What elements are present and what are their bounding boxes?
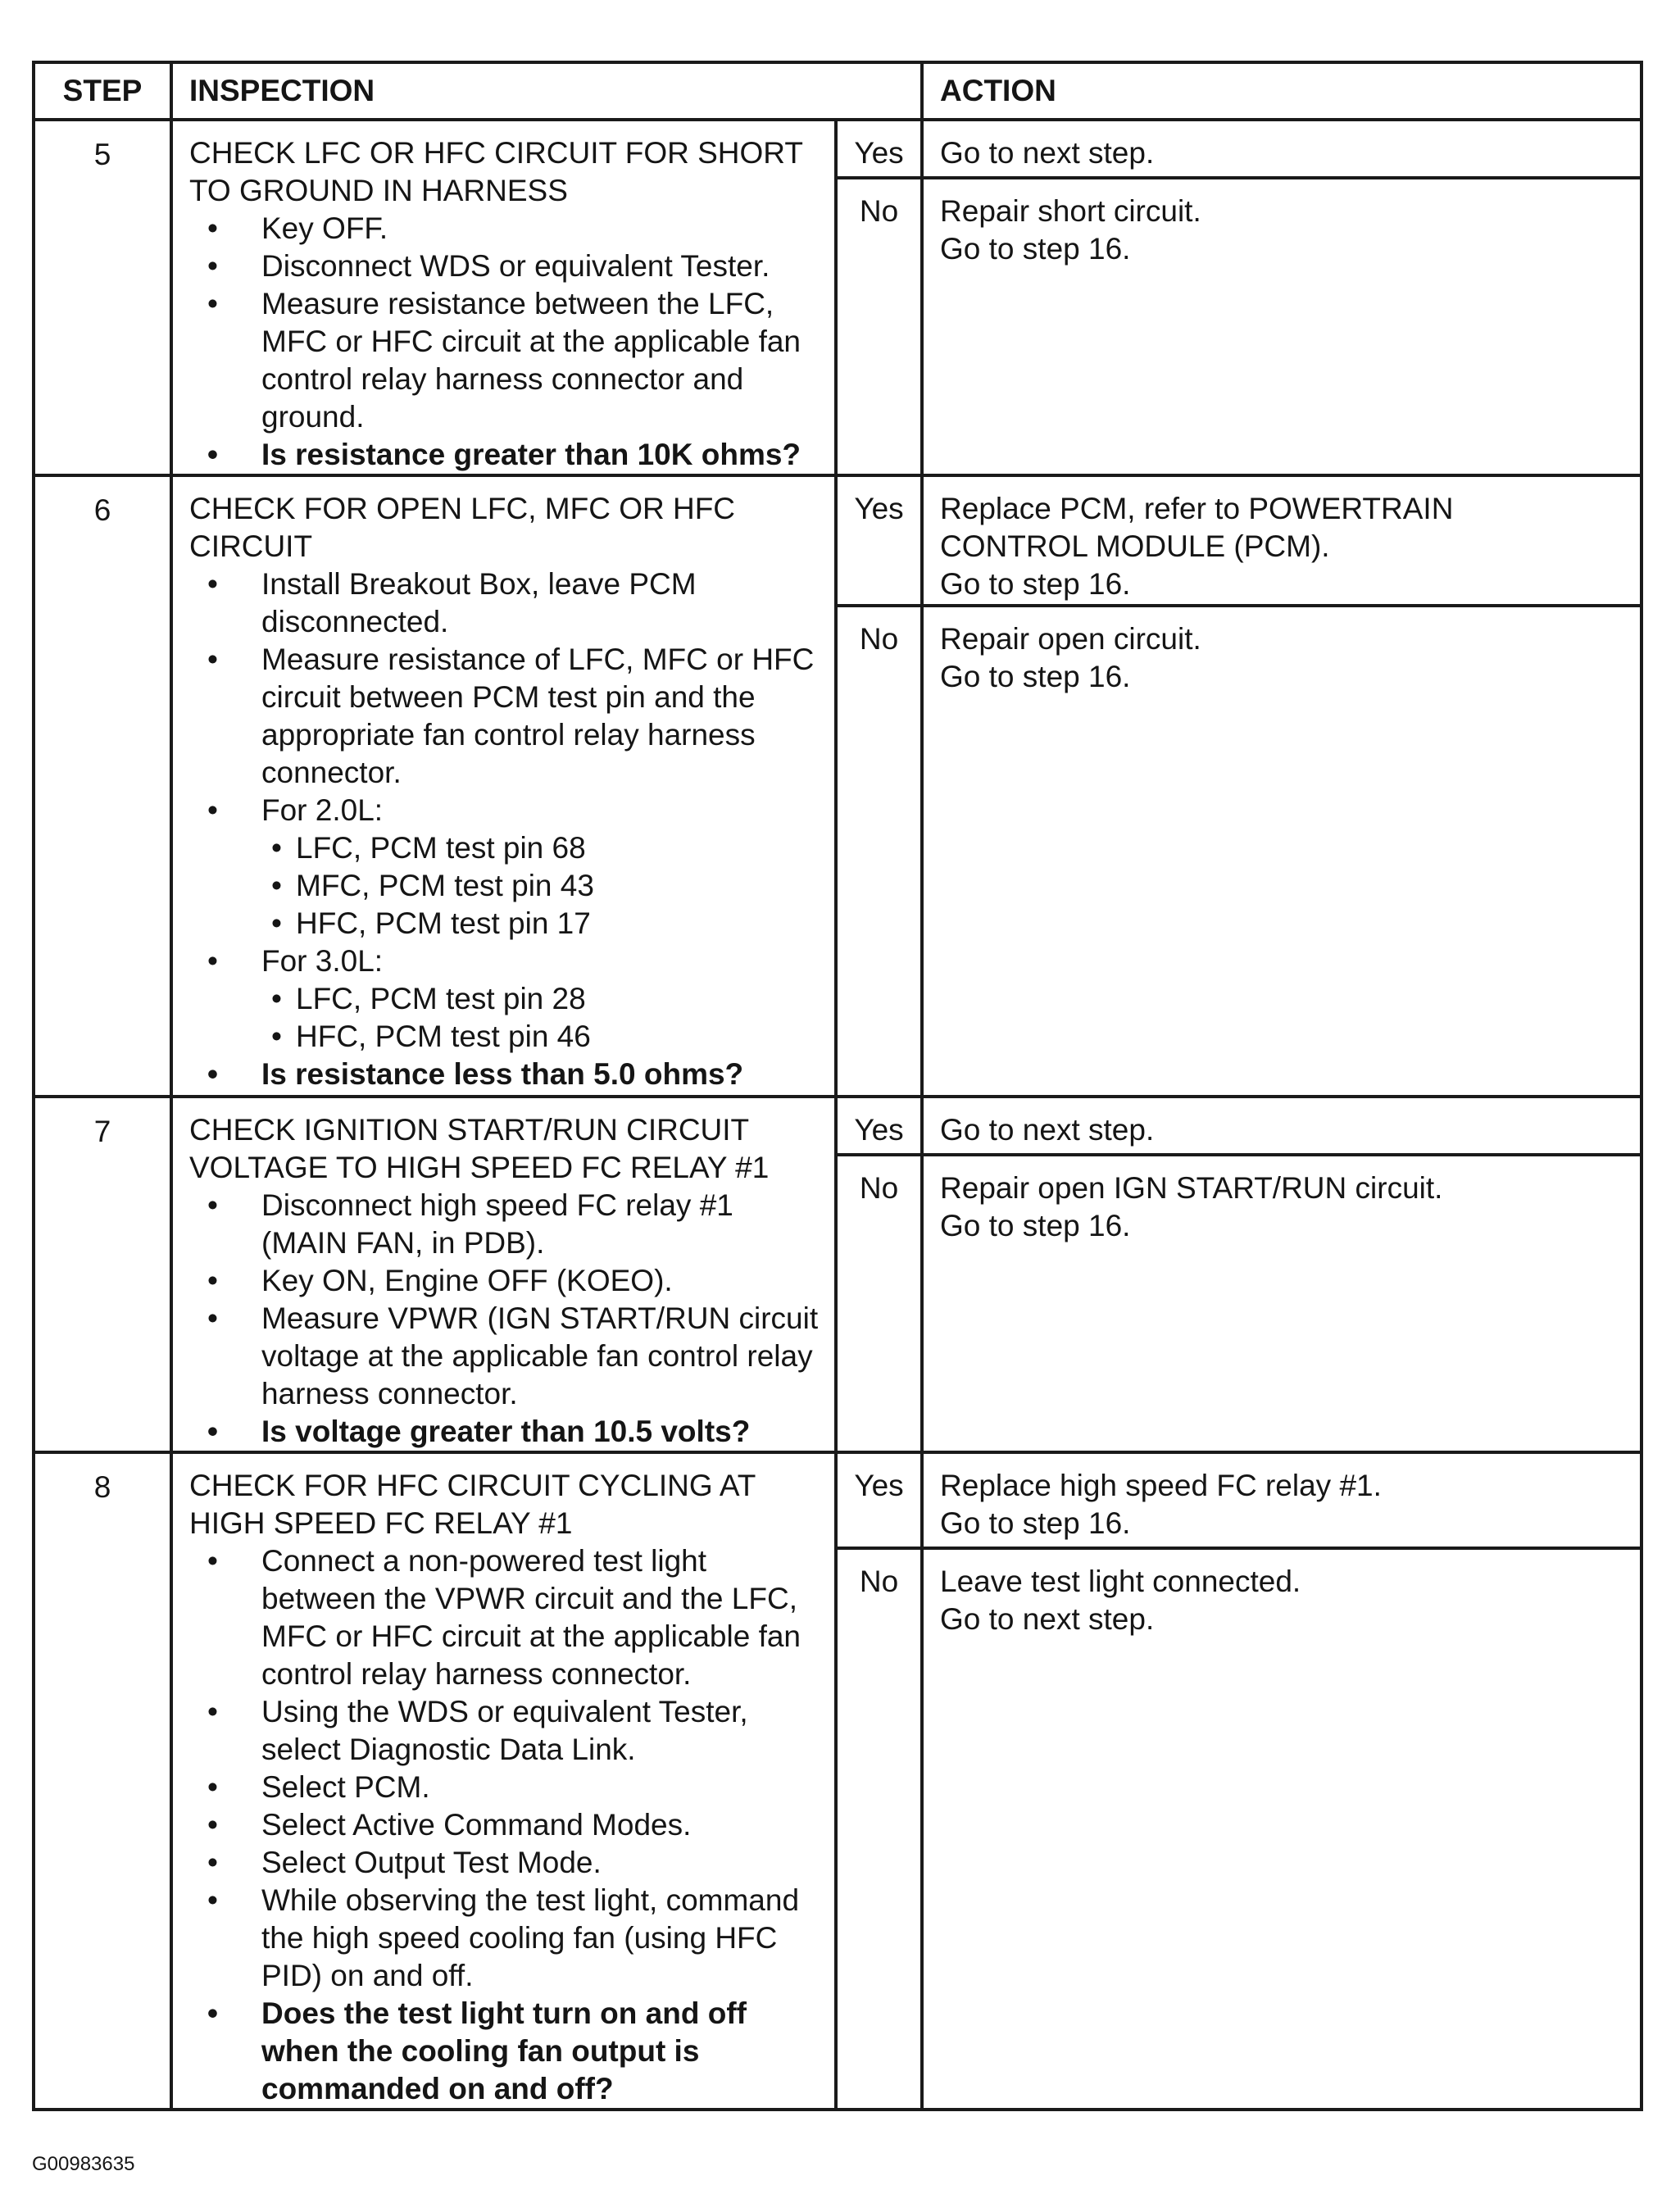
no-action-cell — [922, 606, 1641, 1097]
inspection-title: CHECK FOR HFC CIRCUIT CYCLING AT HIGH SPEED FC RELAY #1 — [189, 1469, 756, 1540]
list-item: • Key OFF. — [189, 210, 823, 248]
list-item: • Key ON, Engine OFF (KOEO). — [189, 1262, 823, 1300]
table-row — [34, 120, 1641, 178]
step-5-block — [34, 120, 1641, 475]
no-label: No — [836, 178, 922, 475]
no-label: No — [836, 606, 922, 1097]
sub-bullet-list — [261, 829, 823, 942]
yes-action-cell — [922, 1097, 1641, 1155]
action-text: Go to step 16. — [940, 232, 1131, 266]
sub-list-item: • LFC, PCM test pin 28 — [261, 980, 823, 1018]
list-item — [189, 942, 823, 1056]
action-column-header: ACTION — [922, 62, 1641, 120]
list-item: • Select Active Command Modes. — [189, 1806, 823, 1844]
step-7-block — [34, 1097, 1641, 1452]
list-item: • Select PCM. — [189, 1769, 823, 1806]
action-text: Go to step 16. — [940, 1209, 1131, 1242]
step-number: 6 — [34, 475, 171, 1097]
list-item: • Select Output Test Mode. — [189, 1844, 823, 1882]
sub-list-item: • LFC, PCM test pin 68 — [261, 829, 823, 867]
inspection-question: • Is voltage greater than 10.5 volts? — [189, 1413, 823, 1451]
no-action-cell — [922, 178, 1641, 475]
table-row — [34, 1452, 1641, 1548]
inspection-question: • Is resistance less than 5.0 ohms? — [189, 1056, 823, 1093]
inspection-title: CHECK FOR OPEN LFC, MFC OR HFC CIRCUIT — [189, 492, 736, 563]
action-text: CONTROL MODULE (PCM). — [940, 529, 1330, 563]
action-text: Go to next step. — [940, 1113, 1155, 1147]
inspection-cell — [171, 475, 836, 1097]
yes-action-cell — [922, 475, 1641, 606]
table-row — [34, 475, 1641, 606]
inspection-cell — [171, 1097, 836, 1452]
sub-list-item: • HFC, PCM test pin 46 — [261, 1018, 823, 1056]
step-6-block — [34, 475, 1641, 1097]
step-number: 8 — [34, 1452, 171, 2110]
list-item: • While observing the test light, command the high speed cooling fan (using HFC PID) on and off. — [189, 1882, 823, 1995]
no-action-cell — [922, 1548, 1641, 2110]
no-label: No — [836, 1548, 922, 2110]
no-action-cell — [922, 1155, 1641, 1452]
step-number: 7 — [34, 1097, 171, 1452]
yes-action-cell — [922, 1452, 1641, 1548]
list-item: • Using the WDS or equivalent Tester, select Diagnostic Data Link. — [189, 1693, 823, 1769]
list-item: • Measure resistance between the LFC, MFC or HFC circuit at the applicable fan control relay harness connector and ground. — [189, 285, 823, 436]
yes-label: Yes — [836, 120, 922, 178]
step-8-block — [34, 1452, 1641, 2110]
action-text: Go to step 16. — [940, 567, 1131, 601]
diagnostic-table — [32, 61, 1643, 2111]
bullet-list — [189, 565, 823, 1093]
step-number: 5 — [34, 120, 171, 475]
table-header-row — [34, 62, 1641, 120]
list-item: • Measure resistance of LFC, MFC or HFC circuit between PCM test pin and the appropriate fan control relay harness connector. — [189, 641, 823, 792]
list-item: • Disconnect WDS or equivalent Tester. — [189, 248, 823, 285]
list-item: • Disconnect high speed FC relay #1 (MAIN FAN, in PDB). — [189, 1187, 823, 1262]
action-text: Go to next step. — [940, 1602, 1155, 1636]
action-text: Leave test light connected. — [940, 1565, 1301, 1598]
list-item — [189, 792, 823, 942]
yes-label: Yes — [836, 475, 922, 606]
sub-bullet-list — [261, 980, 823, 1056]
list-item: • Measure VPWR (IGN START/RUN circuit voltage at the applicable fan control relay harness connector. — [189, 1300, 823, 1413]
inspection-question: • Does the test light turn on and off when the cooling fan output is commanded on and off? — [189, 1995, 823, 2108]
action-text: Go to step 16. — [940, 660, 1131, 693]
bullet-list — [189, 210, 823, 474]
action-text: Repair open circuit. — [940, 622, 1201, 656]
inspection-question: • Is resistance greater than 10K ohms? — [189, 436, 823, 474]
table-row — [34, 1097, 1641, 1155]
action-text: Go to step 16. — [940, 1506, 1131, 1540]
bullet-list — [189, 1187, 823, 1451]
no-label: No — [836, 1155, 922, 1452]
action-text: Replace high speed FC relay #1. — [940, 1469, 1382, 1502]
yes-action-cell — [922, 120, 1641, 178]
sub-list-item: • HFC, PCM test pin 17 — [261, 905, 823, 942]
action-text: Go to next step. — [940, 136, 1155, 170]
bullet-list — [189, 1542, 823, 2108]
list-item: • Connect a non-powered test light between the VPWR circuit and the LFC, MFC or HFC circuit at the applicable fan control relay harness connector. — [189, 1542, 823, 1693]
sub-list-item: • MFC, PCM test pin 43 — [261, 867, 823, 905]
yes-label: Yes — [836, 1452, 922, 1548]
inspection-cell — [171, 1452, 836, 2110]
inspection-title: CHECK IGNITION START/RUN CIRCUIT VOLTAGE TO HIGH SPEED FC RELAY #1 — [189, 1113, 770, 1184]
action-text: Repair short circuit. — [940, 194, 1201, 228]
engine-group-label: For 2.0L: — [261, 793, 384, 827]
yes-label: Yes — [836, 1097, 922, 1155]
action-text: Replace PCM, refer to POWERTRAIN — [940, 492, 1454, 525]
inspection-cell — [171, 120, 836, 475]
figure-id: G00983635 — [32, 2153, 135, 2175]
engine-group-label: For 3.0L: — [261, 944, 384, 978]
step-column-header: STEP — [34, 62, 171, 120]
inspection-title: CHECK LFC OR HFC CIRCUIT FOR SHORT TO GROUND IN HARNESS — [189, 136, 803, 207]
action-text: Repair open IGN START/RUN circuit. — [940, 1171, 1443, 1205]
inspection-column-header: INSPECTION — [171, 62, 922, 120]
list-item: • Install Breakout Box, leave PCM disconnected. — [189, 565, 823, 641]
